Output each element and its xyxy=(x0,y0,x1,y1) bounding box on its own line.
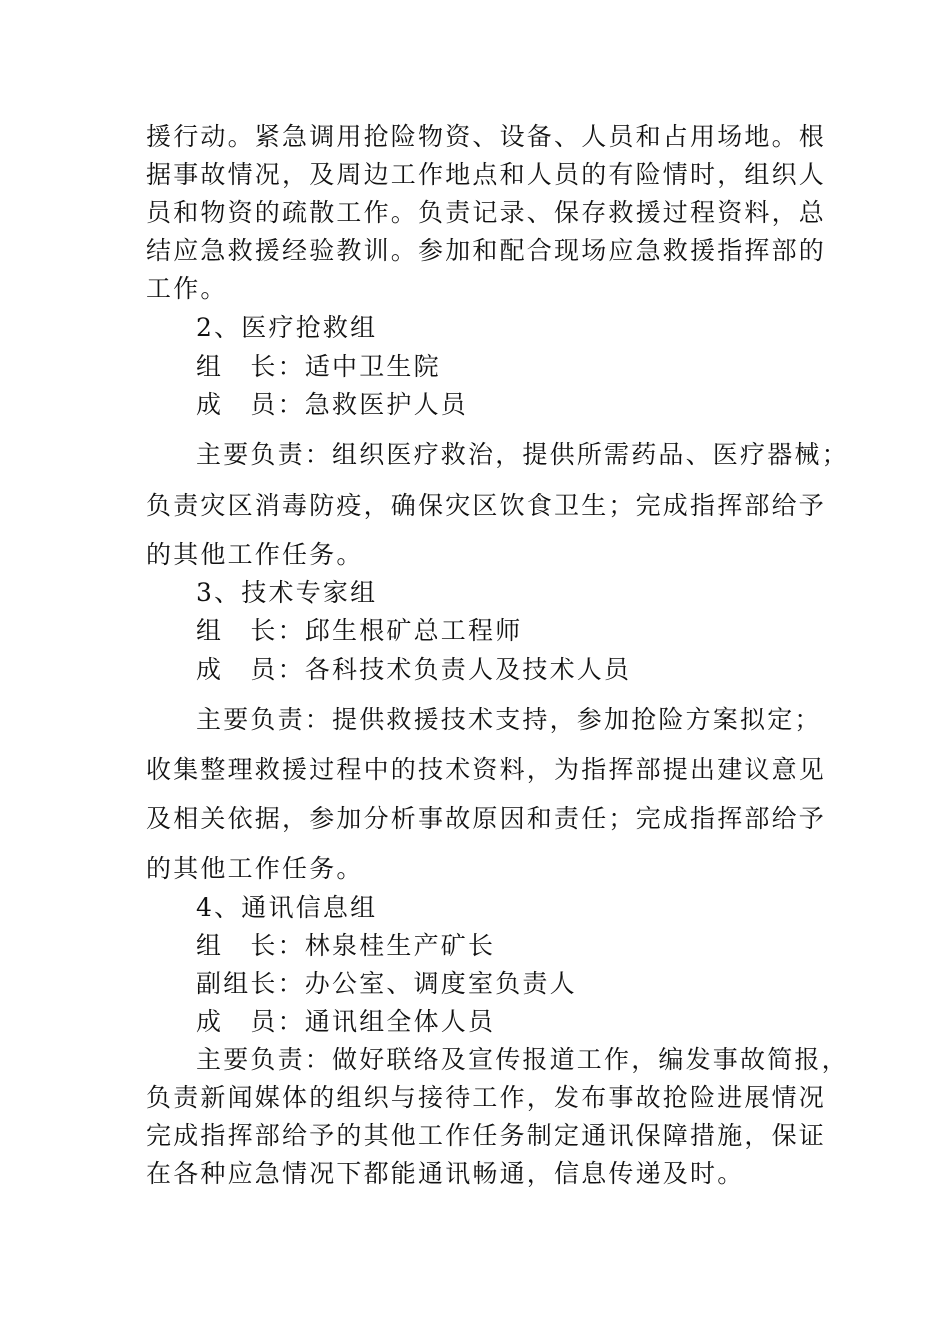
tech-leader: 组 长：邱生根矿总工程师 xyxy=(196,616,523,645)
medical-duty-line: 负责灾区消毒防疫，确保灾区饮食卫生；完成指挥部给予 xyxy=(146,491,827,520)
medical-duty-line: 的其他工作任务。 xyxy=(146,540,364,569)
medical-leader: 组 长：适中卫生院 xyxy=(196,352,441,381)
comms-duty-line: 主要负责：做好联络及宣传报道工作，编发事故简报， xyxy=(196,1045,849,1074)
body-text-line: 结应急救援经验教训。参加和配合现场应急救援指挥部的 xyxy=(146,236,827,265)
body-text-line: 援行动。紧急调用抢险物资、设备、人员和占用场地。根 xyxy=(146,122,827,151)
medical-members: 成 员：急救医护人员 xyxy=(196,390,469,419)
body-text-line: 据事故情况，及周边工作地点和人员的有险情时，组织人 xyxy=(146,160,827,189)
body-text-line: 员和物资的疏散工作。负责记录、保存救援过程资料，总 xyxy=(146,198,827,227)
tech-members: 成 员：各科技术负责人及技术人员 xyxy=(196,655,632,684)
tech-duty-line: 收集整理救援过程中的技术资料，为指挥部提出建议意见 xyxy=(146,755,827,784)
comms-members: 成 员：通讯组全体人员 xyxy=(196,1007,496,1036)
tech-duty-line: 及相关依据，参加分析事故原因和责任；完成指挥部给予 xyxy=(146,804,827,833)
comms-leader: 组 长：林泉桂生产矿长 xyxy=(196,931,496,960)
tech-duty-line: 主要负责：提供救援技术支持，参加抢险方案拟定； xyxy=(196,705,822,734)
comms-duty-line: 完成指挥部给予的其他工作任务制定通讯保障措施，保证 xyxy=(146,1121,827,1150)
body-text-line: 工作。 xyxy=(146,274,228,303)
comms-duty-line: 负责新闻媒体的组织与接待工作，发布事故抢险进展情况 xyxy=(146,1083,827,1112)
tech-duty-line: 的其他工作任务。 xyxy=(146,854,364,883)
section-heading-comms: 4、通讯信息组 xyxy=(196,893,378,922)
section-heading-medical: 2、医疗抢救组 xyxy=(196,313,378,342)
medical-duty-line: 主要负责：组织医疗救治，提供所需药品、医疗器械； xyxy=(196,440,849,469)
section-heading-tech: 3、技术专家组 xyxy=(196,578,378,607)
comms-duty-line: 在各种应急情况下都能通讯畅通，信息传递及时。 xyxy=(146,1159,745,1188)
comms-deputy: 副组长：办公室、调度室负责人 xyxy=(196,969,577,998)
